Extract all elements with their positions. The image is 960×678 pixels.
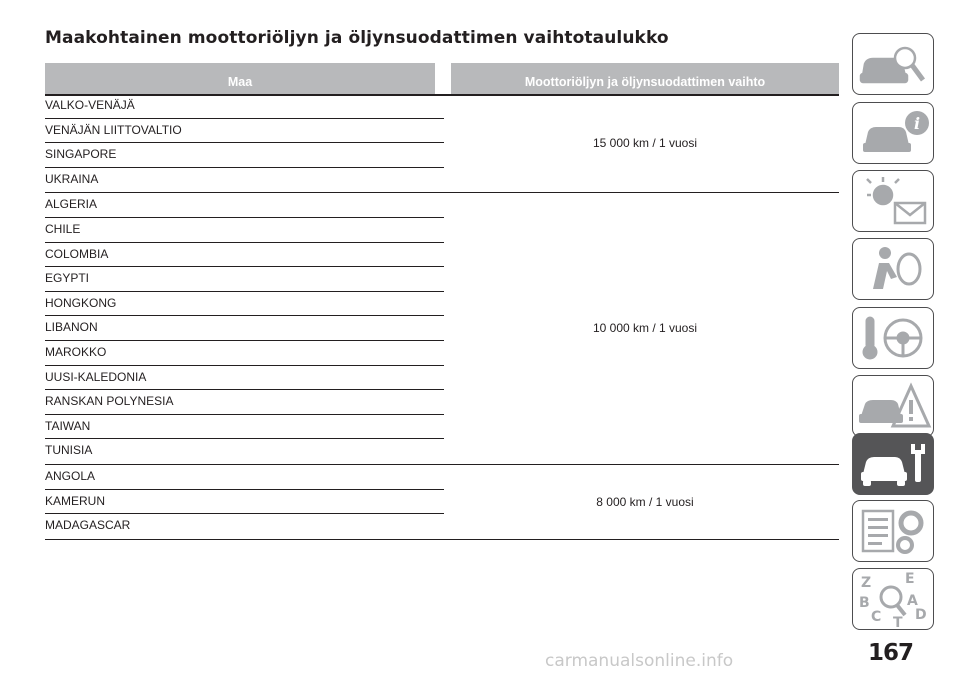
page-number: 167 (868, 640, 914, 666)
country-list (45, 193, 444, 464)
tab-warning-lights[interactable] (852, 170, 934, 232)
table-body (45, 94, 839, 540)
country-row: UKRAINA (45, 171, 99, 186)
tab-starting-driving[interactable] (852, 307, 934, 369)
country-list (45, 465, 444, 539)
country-row: EGYPTI (45, 267, 444, 292)
watermark: carmanualsonline.info (545, 651, 734, 671)
interval-value: 10 000 km / 1 vuosi (592, 320, 698, 335)
interval-value: 8 000 km / 1 vuosi (596, 494, 694, 509)
interval-value: 15 000 km / 1 vuosi (592, 136, 698, 151)
tab-emergency[interactable] (852, 375, 934, 437)
country-row: VENÄJÄN LIITTOVALTIO (45, 119, 444, 144)
interval-group (45, 465, 839, 540)
svg-text:E: E (905, 571, 915, 587)
svg-text:i: i (914, 114, 921, 133)
country-row: UUSI-KALEDONIA (45, 366, 444, 391)
country-list (45, 94, 444, 192)
svg-text:B: B (859, 595, 870, 611)
car-wrench-icon (853, 434, 933, 494)
country-row: TAIWAN (45, 415, 444, 440)
specs-list-gear-icon (853, 501, 933, 561)
country-row: MAROKKO (45, 341, 444, 366)
airbag-safety-icon (853, 239, 933, 299)
country-row: ANGOLA (45, 465, 444, 490)
key-steering-wheel-icon (853, 308, 933, 368)
car-accident-warning-icon (853, 376, 933, 436)
tab-car-search[interactable] (852, 33, 934, 95)
country-row: RANSKAN POLYNESIA (45, 390, 444, 415)
country-row: COLOMBIA (45, 243, 444, 268)
alphabet-index-search-icon (853, 569, 933, 629)
country-row: LIBANON (45, 316, 444, 341)
interval-group (45, 94, 839, 193)
tab-maintenance[interactable] (852, 433, 934, 495)
car-search-icon (853, 34, 933, 94)
table-header (45, 63, 839, 94)
header-country: Maa (45, 63, 435, 94)
oil-change-table (45, 63, 839, 540)
svg-text:T: T (893, 615, 903, 629)
tab-index[interactable] (852, 568, 934, 630)
svg-text:Z: Z (861, 575, 872, 591)
country-row: KAMERUN (45, 490, 444, 515)
tab-car-info[interactable] (852, 102, 934, 164)
country-row: MADAGASCAR (45, 518, 131, 533)
country-row: VALKO-VENÄJÄ (45, 94, 444, 119)
svg-text:A: A (907, 593, 918, 609)
country-row: ALGERIA (45, 193, 444, 218)
tab-technical-data[interactable] (852, 500, 934, 562)
country-row: CHILE (45, 218, 444, 243)
page-title: Maakohtainen moottoriöljyn ja öljynsuodattimen vaihtotaulukko (45, 28, 669, 48)
country-row: HONGKONG (45, 292, 444, 317)
interval-group (45, 193, 839, 465)
country-row: TUNISIA (45, 443, 93, 458)
tab-safety[interactable] (852, 238, 934, 300)
header-interval: Moottoriöljyn ja öljynsuodattimen vaihto (451, 63, 839, 94)
svg-text:D: D (915, 607, 927, 623)
warning-light-message-icon (853, 171, 933, 231)
svg-text:C: C (871, 609, 882, 625)
car-info-icon (853, 103, 933, 163)
country-row: SINGAPORE (45, 143, 444, 168)
